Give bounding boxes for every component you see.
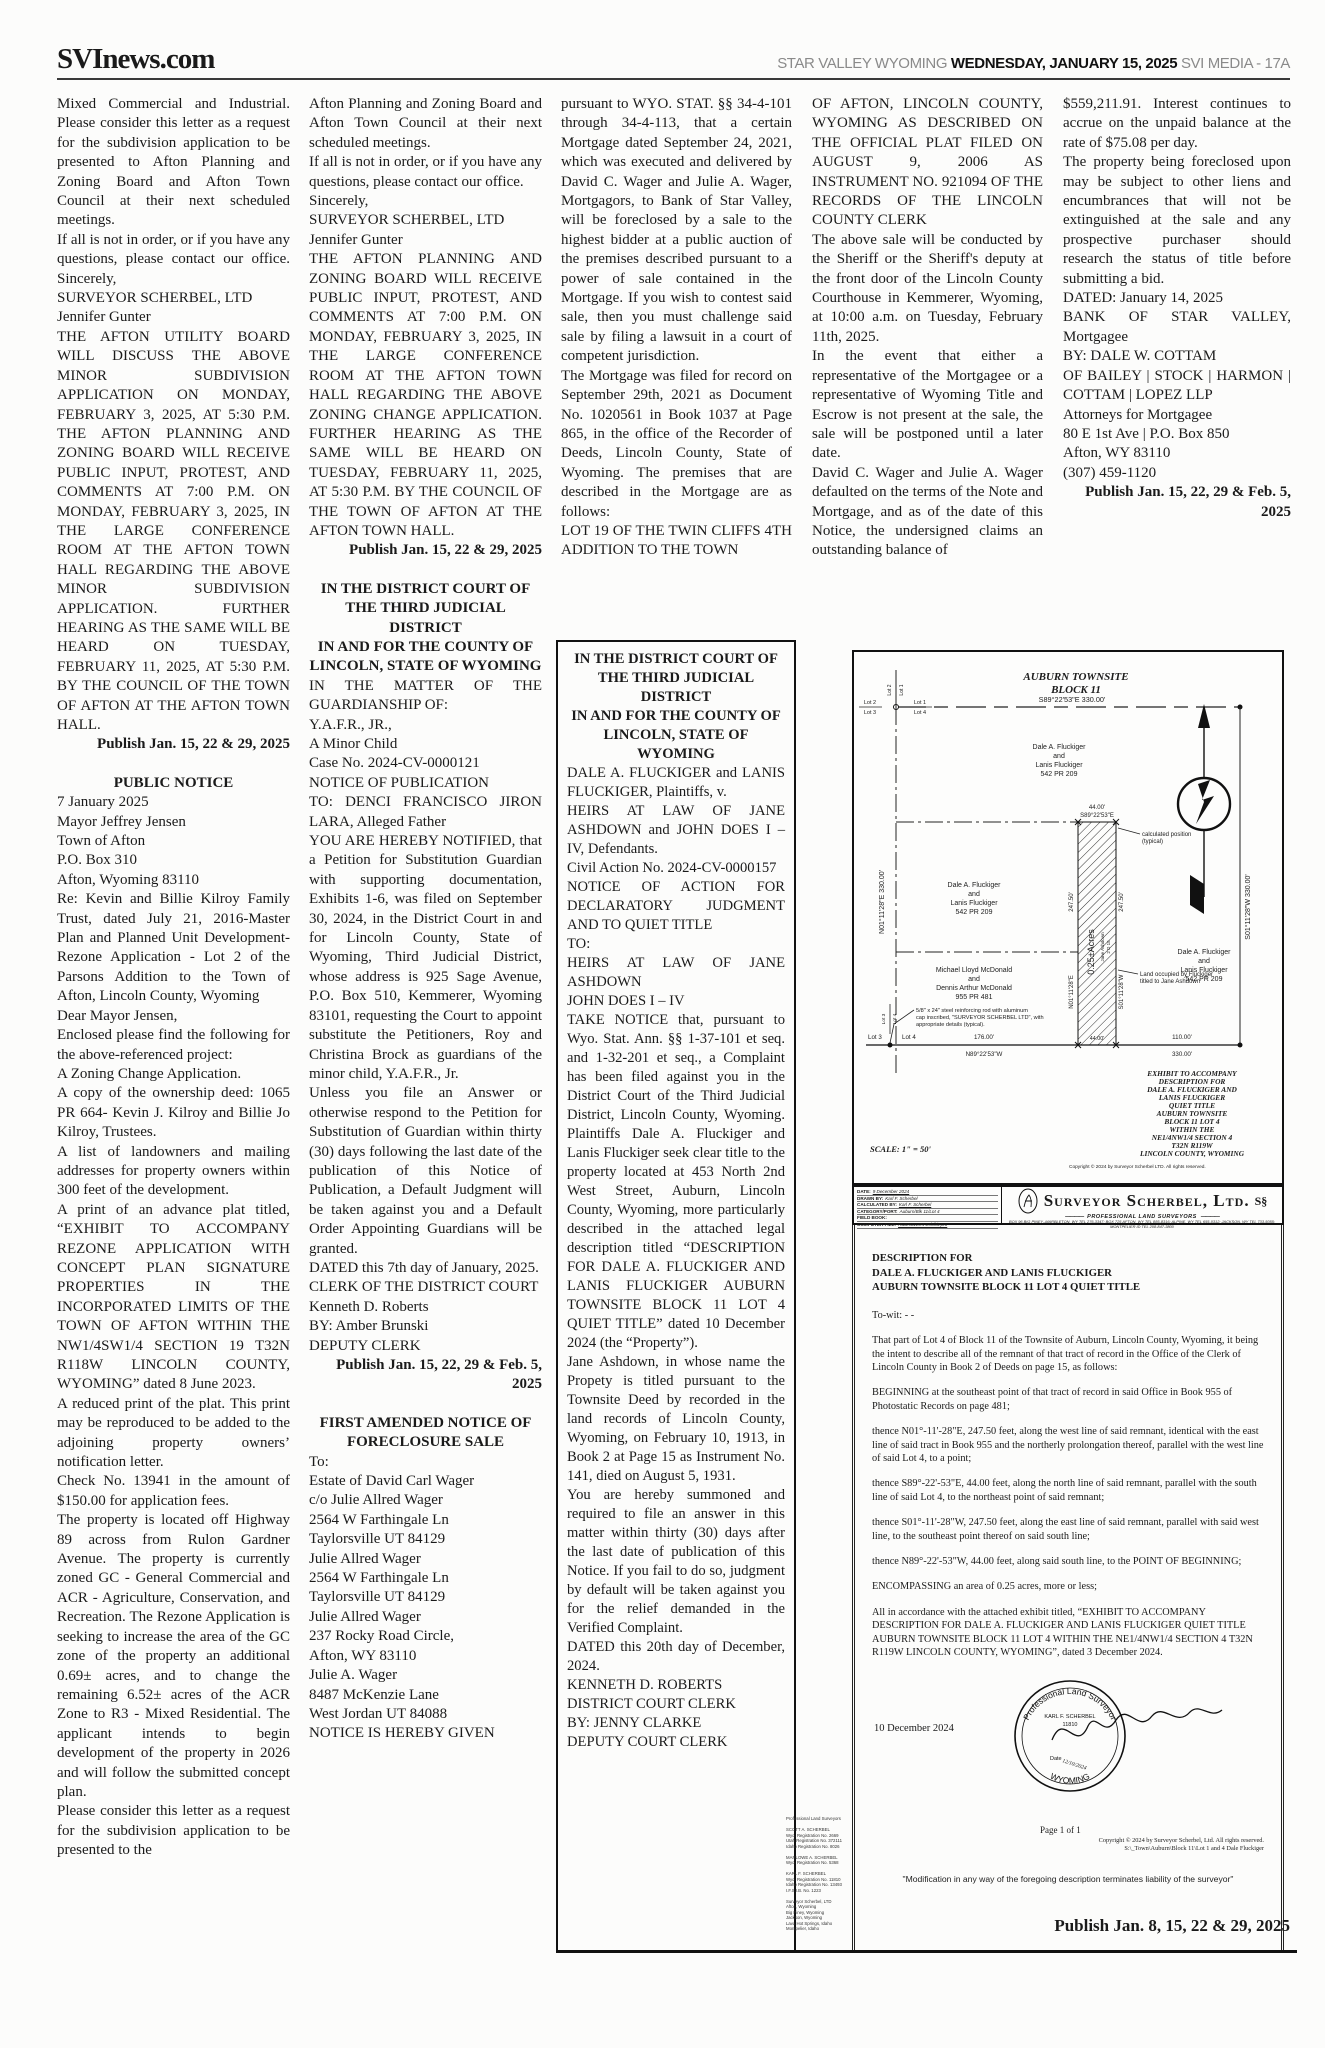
notice-paragraph: 8487 McKenzie Lane (309, 1686, 439, 1703)
column-1 (57, 95, 290, 1990)
svg-text:Lot 3: Lot 3 (882, 1013, 887, 1025)
notice-paragraph: David C. Wager and Julie A. Wager defaulted on the terms of the Note and Mortgage, and as of the date of this Notice, the undersigned claims an outstanding balance of (812, 464, 1043, 559)
svg-text:Dennis Arthur McDonald: Dennis Arthur McDonald (936, 985, 1012, 992)
notice-paragraph: BY: JENNY CLARKE (567, 1715, 702, 1731)
notice-paragraph: DALE A. FLUCKIGER and LANIS FLUCKIGER, Plaintiffs, v. (567, 765, 785, 800)
titleblock-row: DRAWN BY: Karl F. Scherbel (857, 1196, 998, 1203)
seal-number: 11810 (1062, 1721, 1078, 1728)
notice-paragraph: Jennifer Gunter (309, 231, 403, 248)
towit-line: To-wit: - - (872, 1309, 915, 1321)
notice-paragraph: Please consider this letter as a request for the subdivision application to be presented to the (57, 1803, 290, 1859)
svg-text:542 PR 209: 542 PR 209 (955, 909, 993, 916)
notice-paragraph: SURVEYOR SCHERBEL, LTD (57, 290, 253, 307)
surveyor-banner (852, 1185, 1284, 1229)
notice-paragraph: The property is located off Highway 89 across from Rulon Gardner Avenue. The property is currently zoned GC - General Commercial and ACR - Agriculture, Conservation, and Recreation. The Rezone Application is seeking to increase the area of the GC zone of the property an additional 0.69± acres, and to change the remaining 6.52± acres of the ACR Zone to R3 - Mixed Residential. The applicant intends to begin development of the property in 2026 and will follow the submitted concept plan. (57, 1512, 290, 1800)
surveyor-firm-block (1002, 1187, 1282, 1229)
titleblock-row: COMPUTER FILE: AUBN11LO4 Exhibit.pro (857, 1222, 998, 1229)
strip-ref-label: 2 D 15 (1106, 940, 1111, 954)
notice-paragraph: If all is not in order, or if you have any questions, please contact our office. (309, 154, 542, 190)
surveyor-logo-icon (1017, 1188, 1039, 1214)
svg-text:QUIET TITLE: QUIET TITLE (1168, 1101, 1216, 1110)
seal-arc-top: Professional Land Surveyor (1021, 1685, 1119, 1722)
bottom-bearing: N89°22'53"W (965, 1051, 1003, 1058)
notice-paragraph: Julie Allred Wager (309, 1550, 421, 1567)
notice-paragraph: Dear Mayor Jensen, (57, 1007, 178, 1024)
strip-owner-label: Jane Ashdown (1100, 932, 1105, 962)
titleblock-row: CATEGORY/PORT: Auburn/Blk 11/Lot 4 (857, 1209, 998, 1216)
bearing-west-label: N01°11'28"E 330.00' (879, 870, 886, 934)
svg-text:AUBURN TOWNSITE: AUBURN TOWNSITE (1156, 1109, 1228, 1118)
notice-paragraph: If all is not in order, or if you have any questions, please contact our office. Sincerely, (57, 231, 290, 287)
description-paragraph: BEGINNING at the southeast point of that tract of record in said Office in Book 955 of Photostatic Records on page 481; (872, 1387, 1233, 1412)
notice-paragraph: Mayor Jeffrey Jensen (57, 813, 186, 830)
notice-paragraph: A copy of the ownership deed: 1065 PR 664- Kevin J. Kilroy and Billie Jo Kilroy, Trustees. (57, 1085, 290, 1141)
publish-line: Publish Jan. 15, 22 & 29, 2025 (97, 736, 290, 753)
notice-paragraph: HEIRS AT LAW OF JANE ASHDOWN and JOHN DOES I – IV, Defendants. (567, 803, 785, 857)
notice-paragraph: pursuant to WYO. STAT. §§ 34-4-101 through 34-4-113, that a certain Mortgage dated September 24, 2021, which was executed and delivered by David C. Wager and Julie A. Wager, Mortgagors, to Bank of Star Valley, will be foreclosed by a sale to the highest bidder at a public auction of the premises described pursuant to a power of sale contained in the Mortgage. If you wish to contest said sale, then you must challenge said sale by filing a lawsuit in a court of competent jurisdiction. (561, 96, 792, 365)
notice-paragraph: $559,211.91. Interest continues to accrue on the unpaid balance at the rate of $75.08 per day. (1063, 96, 1291, 151)
svg-text:Dale A. Fluckiger: Dale A. Fluckiger (947, 882, 1001, 889)
strip-bearing-label: S89°22'53"E (1080, 813, 1114, 819)
publish-line: Publish Jan. 15, 22, 29 & Feb. 5, 2025 (1085, 484, 1291, 520)
calc-position-note: calculated position (1142, 832, 1192, 838)
titleblock-row: DATE: 9 December 2024 (857, 1189, 998, 1196)
credential-line: Lava Hot Springs, Idaho (786, 1920, 833, 1926)
notice-paragraph: BY: DALE W. COTTAM (1063, 348, 1217, 365)
plat-copyright: Copyright © 2024 by Surveyor Scherbel LTD. All rights reserved. (1069, 1165, 1206, 1170)
credential-line: Montpelier, Idaho (786, 1926, 819, 1931)
svg-text:BLOCK 11 LOT 4: BLOCK 11 LOT 4 (1164, 1117, 1220, 1126)
notice-paragraph: Jane Ashdown, in whose name the Propety is titled pursuant to the Townsite Deed by recorded in the land records of Lincoln County, Wyoming, on February 10, 1913, in Book 2 at Page 15 as Instrument No. 141, died on August 5, 1931. (567, 1354, 785, 1484)
bearing-top-label: S89°22'53"E 330.00' (1038, 695, 1106, 704)
notice-paragraph: DEPUTY CLERK (309, 1337, 421, 1354)
svg-text:Lanis Fluckiger: Lanis Fluckiger (950, 900, 998, 907)
svg-text:T32N R119W: T32N R119W (1171, 1141, 1213, 1150)
notice-paragraph: Case No. 2024-CV-0000121 (309, 755, 480, 772)
notice-paragraph: KENNETH D. ROBERTS (567, 1677, 723, 1693)
firm-mark: S§ (1254, 1194, 1268, 1208)
column-4 (812, 95, 1043, 640)
svg-text:Lanis Fluckiger: Lanis Fluckiger (1035, 762, 1083, 769)
credential-line: SCOTT A. SCHERBEL (786, 1827, 830, 1832)
credential-line: Wyo. Registration No. 5368 (786, 1860, 839, 1865)
side-bearing-east: S01°11'28"W (1119, 974, 1125, 1010)
side-length-east: 247.50' (1119, 892, 1125, 912)
notice-paragraph: Mixed Commercial and Industrial. Please consider this letter as a request for the subdivision application to be presented to Afton Planning and Zoning Board and Afton Town Council at their next scheduled meetings. (57, 96, 290, 229)
notice-paragraph: YOU ARE HEREBY NOTIFIED, that a Petition for Substitution Guardian with supporting documentation, Exhibits 1-6, was filed on September 30, 2024, in the District Court in and for Lincoln County, State of Wyoming, Third Judicial District, whose address is 925 Sage Avenue, P.O. Box 510, Kemmerer, Wyoming 83101, requesting the Court to appoint substitute the Petitioners, Roy and Christina Brock as guardians of the minor child, Y.A.F.R., Jr. (309, 833, 542, 1082)
masthead-date: WEDNESDAY, JANUARY 15, 2025 (950, 55, 1178, 72)
svg-text:542 PR 209: 542 PR 209 (1185, 976, 1223, 983)
notice-paragraph: Y.A.F.R., JR., (309, 716, 392, 733)
credential-line: Idaho Registration No. 13493 (786, 1882, 842, 1887)
notice-paragraph: JOHN DOES I – IV (567, 993, 685, 1009)
masthead-edition: SVI MEDIA - 17A (1180, 55, 1290, 72)
signed-date: 10 December 2024 (874, 1722, 954, 1734)
description-paragraph: That part of Lot 4 of Block 11 of the Townsite of Auburn, Lincoln County, Wyoming, it being the intent to describe all of the remnant of that tract of record in the Office of the Clerk of Lincoln County in Book 2 of Deeds on page 15, as follows: (872, 1335, 1259, 1373)
svg-text:542 PR 209: 542 PR 209 (1040, 771, 1078, 778)
plat-title: AUBURN TOWNSITE (1023, 671, 1129, 683)
bottom-rule (556, 1950, 1297, 1953)
column-gap (309, 1395, 542, 1414)
bottom-length-2: 44.00' (1089, 1036, 1105, 1042)
description-paragraph: thence S89°-22'-53"E, 44.00 feet, along the north line of said remnant, parallel with the south line of said Lot 4, to the northeast point of said remnant; (872, 1478, 1257, 1503)
publish-line-exhibit: Publish Jan. 8, 15, 22 & 29, 2025 (1054, 1916, 1290, 1935)
svg-text:appropriate details (typical).: appropriate details (typical). (916, 1022, 985, 1028)
notice-paragraph: Taylorsville UT 84129 (309, 1531, 446, 1548)
credential-line: Wyo. Registration No. 2669 (786, 1832, 839, 1838)
notice-paragraph: Julie Allred Wager (309, 1608, 421, 1625)
svg-text:Lot 4: Lot 4 (893, 1013, 898, 1025)
notice-paragraph: NOTICE OF ACTION FOR DECLARATORY JUDGMENT AND TO QUIET TITLE (567, 879, 785, 933)
seal-date-value: 12/10/2024 (1061, 1757, 1088, 1772)
bottom-lot3: Lot 3 (868, 1034, 882, 1041)
notice-heading: IN THE DISTRICT COURT OF THE THIRD JUDICIAL DISTRICT (574, 651, 778, 705)
notice-paragraph: Check No. 13941 in the amount of $150.00 for application fees. (57, 1473, 290, 1509)
firm-address: BOX 96 BIG PINEY–MARBLETON, WY TEL 276-3347; BOX 725 AFTON, WY TEL 885-8316; ALPINE, WY TEL 655-0312; JACKSON, WY TEL 733-5055; MONTPELIER ID TEL 208-847-3800 (1008, 1219, 1276, 1229)
column-2 (309, 95, 542, 1990)
notice-paragraph: 237 Rocky Road Circle, (309, 1628, 454, 1645)
surveyor-credentials (786, 1816, 848, 1932)
notice-paragraph: TAKE NOTICE that, pursuant to Wyo. Stat. Ann. §§ 1-37-101 et seq. and 1-32-201 et seq., a Complaint has been filed against you in the District Court of the Third Judicial District, Lincoln County, Wyoming. Plaintiffs Dale A. Fluckiger and Lanis Fluckiger seek clear title to the property located at 453 North 2nd West Street, Auburn, Lincoln County, Wyoming, more particularly described in the attached legal description titled “DESCRIPTION FOR DALE A. FLUCKIGER AND LANIS FLUCKIGER AUBURN TOWNSITE BLOCK 11 LOT 4 QUIET TITLE” dated 10 December 2024 (the “Property”). (567, 1012, 785, 1351)
masthead (57, 38, 1290, 76)
notice-paragraph: DISTRICT COURT CLERK (567, 1696, 736, 1712)
notice-paragraph: HEIRS AT LAW OF JANE ASHDOWN (567, 955, 785, 990)
notice-paragraph: Civil Action No. 2024-CV-0000157 (567, 860, 777, 876)
notice-paragraph: LOT 19 OF THE TWIN CLIFFS 4TH ADDITION TO THE TOWN (561, 522, 792, 559)
seal-date-label: Date (1050, 1755, 1062, 1762)
modification-disclaimer: "Modification in any way of the foregoing description terminates liability of the surveyor" (902, 1873, 1234, 1884)
notice-paragraph: A Minor Child (309, 736, 398, 752)
notice-heading: FIRST AMENDED NOTICE OF FORECLOSURE SALE (319, 1414, 532, 1451)
svg-text:titled to Jane Ashdown: titled to Jane Ashdown (1140, 979, 1201, 985)
notice-paragraph: 7 January 2025 (57, 794, 149, 811)
notice-paragraph: The property being foreclosed upon may be subject to other liens and encumbrances that will not be extinguished at the sale and any prospective purchaser should research the status of title before submitting a bid. (1063, 154, 1291, 287)
credential-line: MARLOWE A. SCHERBEL (786, 1854, 838, 1860)
notice-paragraph: The above sale will be conducted by the Sheriff or the Sheriff's deputy at the front door of the Lincoln County Courthouse in Kemmerer, Wyoming, at 10:00 a.m. on Tuesday, February 11th, 2025. (812, 231, 1043, 345)
strip-length-label: 44.00' (1088, 805, 1106, 811)
notice-paragraph: NOTICE OF PUBLICATION (309, 774, 489, 791)
description-paragraph: All in accordance with the attached exhibit titled, “EXHIBIT TO ACCOMPANY DESCRIPTION FOR DALE A. FLUCKIGER AND LANIS FLUCKIGER QUIET TITLE AUBURN TOWNSITE BLOCK 11 LOT 4 WITHIN THE NE1/4NW1/4 SECTION 4 T32N R119W LINCOLN COUNTY, WYOMING”, dated 3 December 2024. (872, 1606, 1253, 1659)
file-path: S:\_Town\Auburn\Block 11\Lot 1 and 4 Dale Fluckiger (1124, 1844, 1264, 1852)
credential-line: Professional Land Surveyors (786, 1816, 841, 1821)
notice-paragraph: TO: (567, 936, 591, 952)
svg-text:and: and (968, 976, 980, 983)
notice-paragraph: THE AFTON UTILITY BOARD WILL DISCUSS THE ABOVE MINOR SUBDIVISION APPLICATION ON MONDAY, FEBRUARY 3, 2025, AT 5:30 P.M. THE AFTON PLANNING AND ZONING BOARD WILL RECEIVE PUBLIC INPUT, PROTEST, AND COMMENTS AT 7:00 P.M. ON MONDAY, FEBRUARY 3, 2025, IN THE LARGE CONFERENCE ROOM AT THE AFTON TOWN HALL REGARDING THE ABOVE MINOR SUBDIVISION APPLICATION. FURTHER HEARING AS THE SAME WILL BE HEARD ON TUESDAY, FEBRUARY 11, 2025, AT 5:30 P.M. BY THE COUNCIL OF THE TOWN OF AFTON AT THE AFTON TOWN HALL. (57, 328, 290, 733)
notice-paragraph: DATED this 20th day of December, 2024. (567, 1639, 785, 1674)
titleblock-row: FIELD BOOK: (857, 1215, 998, 1222)
plat-exhibit-frame (852, 650, 1284, 1185)
svg-text:NE1/4NW1/4 SECTION 4: NE1/4NW1/4 SECTION 4 (1151, 1133, 1233, 1142)
occupied-note: Land occupied by Fluckiger (1140, 972, 1214, 978)
notice-paragraph: 2564 W Farthingale Ln (309, 1570, 449, 1587)
svg-text:and: and (1053, 753, 1065, 760)
masthead-right (777, 55, 1290, 72)
notice-paragraph: DATED this 7th day of January, 2025. (309, 1259, 539, 1276)
plat-drawing (854, 652, 1282, 1183)
side-bearing-west: N01°11'28"E (1069, 975, 1075, 1009)
titleblock-row: CALCULATED BY: Karl F. Scherbel (857, 1202, 998, 1209)
description-paragraph: ENCOMPASSING an area of 0.25 acres, more or less; (872, 1581, 1097, 1593)
plat-title-2: BLOCK 11 (1051, 684, 1101, 696)
svg-text:Lanis Fluckiger: Lanis Fluckiger (1180, 967, 1228, 974)
description-paragraphs (872, 1334, 1264, 1659)
credential-line: Idaho Registration No. 8026 (786, 1843, 840, 1849)
column-5 (1063, 95, 1291, 640)
notice-paragraph: Kenneth D. Roberts (309, 1298, 429, 1315)
notice-paragraph: Estate of David Carl Wager (309, 1473, 475, 1490)
notice-paragraph: Taylorsville UT 84129 (309, 1589, 446, 1606)
notice-paragraph: 2564 W Farthingale Ln (309, 1511, 449, 1528)
footer-copyright: Copyright © 2024 by Surveyor Scherbel, Ltd. All rights reserved. S:\_Town\Auburn\Block 11\Lot 1 and 4 Dale Fluckiger (872, 1837, 1264, 1853)
notice-heading: IN AND FOR THE COUNTY OF LINCOLN, STATE OF WYOMING (571, 708, 781, 762)
notice-paragraph: c/o Julie Allred Wager (309, 1492, 443, 1509)
masthead-location: STAR VALLEY WYOMING (777, 55, 948, 72)
svg-text:and: and (1198, 958, 1210, 965)
publish-line: Publish Jan. 15, 22, 29 & Feb. 5, 2025 (336, 1357, 542, 1393)
description-paragraph: thence N89°-22'-53"W, 44.00 feet, along said south line, to the POINT OF BEGINNING; (872, 1556, 1242, 1568)
notice-paragraph: TO: DENCI FRANCISCO JIRON LARA, Alleged Father (309, 794, 542, 830)
svg-text:EXHIBIT TO ACCOMPANY: EXHIBIT TO ACCOMPANY (1147, 1069, 1237, 1078)
description-heading: DESCRIPTION FOR (872, 1252, 973, 1264)
notice-paragraph: SURVEYOR SCHERBEL, LTD (309, 212, 505, 229)
notice-paragraph: Sincerely, (309, 193, 369, 210)
notice-paragraph: Town of Afton (57, 833, 146, 850)
firm-name: Surveyor Scherbel, Ltd. (1043, 1191, 1250, 1210)
rod-note: 5/8" x 24" steel reinforcing rod with aluminum (916, 1008, 1028, 1014)
notice-paragraph: Afton, Wyoming 83110 (57, 871, 200, 888)
lot2-label: Lot 2 (863, 700, 877, 706)
notice-paragraph: CLERK OF THE DISTRICT COURT (309, 1279, 539, 1296)
bottom-lot4: Lot 4 (902, 1034, 916, 1041)
notice-paragraph: BY: Amber Brunski (309, 1318, 429, 1335)
strip-area-label: 0.25±Acres (1086, 929, 1096, 975)
notice-paragraph: Re: Kevin and Billie Kilroy Family Trust, dated July 21, 2016-Master Plan and Planned Unit Development-Rezone Application - Lot 2 of the Parsons Addition to the Town of Afton, Lincoln County, Wyoming (57, 891, 290, 1005)
notice-paragraph: 80 E 1st Ave | P.O. Box 850 (1063, 425, 1230, 442)
notice-paragraph: A Zoning Change Application. (57, 1065, 242, 1082)
lot1-label: Lot 1 (913, 700, 927, 706)
notice-paragraph: To: (309, 1453, 329, 1470)
exhibit-title (1139, 1069, 1245, 1158)
bearing-east-label: S01°11'28"W 330.00' (1245, 874, 1252, 940)
publish-line: Publish Jan. 15, 22 & 29, 2025 (349, 542, 542, 559)
credential-line: Surveyor Scherbel, LTD (786, 1898, 832, 1904)
notice-heading: PUBLIC NOTICE (113, 774, 234, 791)
credential-line: Wyo. Registration No. 11810 (786, 1876, 841, 1882)
notice-paragraph: You are hereby summoned and required to file an answer in this matter within thirty (30) days after the last date of publication of this Notice. If you fail to do so, judgment by default will be taken against you for the relief demanded in the Verified Complaint. (567, 1487, 785, 1636)
masthead-rule (57, 78, 1290, 80)
svg-text:cap inscribed, "SURVEYOR SCHER: cap inscribed, "SURVEYOR SCHERBEL LTD", with (916, 1015, 1044, 1021)
svg-text:and: and (968, 891, 980, 898)
notice-paragraph: A print of an advance plat titled, “EXHIBIT TO ACCOMPANY REZONE APPLICATION WITH CONCEPT PLAN SIGNATURE PROPERTIES IN THE INCORPORATED LIMITS OF THE TOWN OF AFTON WITHIN THE NW1/4SW1/4 SECTION 19 T32N R118W LINCOLN COUNTY, WYOMING” dated 8 June 2023. (57, 1201, 290, 1393)
bottom-length-3: 110.00' (1172, 1034, 1192, 1041)
notice-paragraph: P.O. Box 310 (57, 852, 138, 869)
firm-tagline: ———— PROFESSIONAL LAND SURVEYORS ———— (1002, 1214, 1282, 1220)
notice-paragraph: OF AFTON, LINCOLN COUNTY, WYOMING AS DESCRIBED ON THE OFFICIAL PLAT FILED ON AUGUST 9, 2006 AS INSTRUMENT NO. 921094 OF THE RECORDS OF THE LINCOLN COUNTY CLERK (812, 96, 1043, 229)
side-length-west: 247.50' (1069, 892, 1075, 912)
notice-heading: IN THE DISTRICT COURT OF THE THIRD JUDICIAL DISTRICT (320, 580, 531, 636)
credential-line: KARL F. SCHERBEL (786, 1871, 826, 1876)
notice-paragraph: Jennifer Gunter (57, 309, 151, 326)
seal-name: KARL F. SCHERBEL (1044, 1713, 1096, 1720)
svg-text:(typical): (typical) (1142, 839, 1164, 845)
credential-line: Utah Registration No. 372111 (786, 1838, 842, 1843)
notice-paragraph: OF BAILEY | STOCK | HARMON | COTTAM | LOPEZ LLP (1063, 367, 1291, 404)
notice-paragraph: Unless you file an Answer or otherwise respond to the Petition for Substitution of Guardian within thirty (30) days following the last date of the publication of this Notice of Publication, a Default Judgment will be taken against you and a Default Order Appointing Guardians will be granted. (309, 1085, 542, 1257)
titleblock-table (854, 1187, 1002, 1227)
scale-label: SCALE: 1" = 50' (870, 1144, 931, 1154)
bottom-total: 330.00' (1171, 1051, 1193, 1058)
svg-text:LINCOLN COUNTY, WYOMING: LINCOLN COUNTY, WYOMING (1139, 1149, 1245, 1158)
signature-row (872, 1670, 1264, 1798)
quiet-title-notice-box (556, 640, 796, 1950)
notice-paragraph: In the event that either a representative of the Mortgagee or a representative of Wyoming Title and Escrow is not present at the sale, the sale will be postponed until a later date. (812, 348, 1043, 462)
svg-text:LANIS FLUCKIGER: LANIS FLUCKIGER (1158, 1093, 1226, 1102)
notice-paragraph: NOTICE IS HEREBY GIVEN (309, 1725, 495, 1742)
notice-paragraph: Afton, WY 83110 (309, 1647, 417, 1664)
legal-description-section: DESCRIPTION FOR DALE A. FLUCKIGER AND LANIS FLUCKIGER AUBURN TOWNSITE BLOCK 11 LOT 4 QUIET TITLE To-wit: - - That part of Lot 4 of Block 11 of the Townsite of Auburn, Lincoln County, Wyoming, it being the intent to describe all of the remnant of that tract of record in the Office of the Clerk of Lincoln County in Book 2 of Deeds on page 15, as follows: BEGINNING at the southeast point of that tract of record in said Office in Book 955 of Photostatic Records on page 481; thence N01°-11'-28"E, 247.50 feet, along the west line of said remnant, identical with the east line of said tract in Book 955 and the northerly prolongation thereof, parallel with the west line of said Lot 4, to a point; thence S89°-22'-53"E, 44.00 feet, along the north line of said remnant, parallel with the south line of said Lot 4, to the northeast point of said remnant; thence S01°-11'-28"W, 247.50 feet, along the east line of said remnant, parallel with said west line, to the southeast point thereof on said south line; thence N89°-22'-53"W, 44.00 feet, along said south line, to the POINT OF BEGINNING; ENCOMPASSING an area of 0.25 acres, more or less; All in accordance with the attached exhibit titled, “EXHIBIT TO ACCOMPANY DESCRIPTION FOR DALE A. FLUCKIGER AND LANIS FLUCKIGER QUIET TITLE AUBURN TOWNSITE BLOCK 11 LOT 4 WITHIN THE NE1/4NW1/4 SECTION 4 T32N R119W LINCOLN COUNTY, WYOMING”, dated 3 December 2024. 10 December 2024 Professional Land Surveyor WYOMING KARL F. SCHERBEL 11810 Date 12/10/2024 Page 1 of 1 Copyright © 2024 by Surveyor Scherbel, Ltd. All rights reserved. S:\_Town\Auburn\Block 11\Lot 1 and 4 Dale Fluckiger "Modification in any way of the foregoing description terminates liability of the surveyor" (852, 1225, 1284, 1950)
credential-line: I.F.S.I.B. No. 1223 (786, 1887, 821, 1893)
column-gap (309, 561, 542, 580)
svg-text:Dale A. Fluckiger: Dale A. Fluckiger (1177, 949, 1231, 956)
notice-paragraph: DEPUTY COURT CLERK (567, 1734, 728, 1750)
svg-text:DESCRIPTION FOR: DESCRIPTION FOR (1158, 1077, 1226, 1086)
owner-label: Dale A. Fluckiger (1032, 744, 1086, 751)
svg-text:DALE A. FLUCKIGER AND: DALE A. FLUCKIGER AND (1147, 1085, 1237, 1094)
credential-line: Afton, Wyoming (786, 1904, 817, 1909)
notice-paragraph: A list of landowners and mailing addresses for property owners within 300 feet of the development. (57, 1143, 290, 1199)
notice-heading: IN AND FOR THE COUNTY OF LINCOLN, STATE OF WYOMING (309, 638, 542, 675)
seal-state: WYOMING (1048, 1770, 1092, 1786)
site-title: SVInews.com (57, 43, 215, 75)
notice-paragraph: (307) 459-1120 (1063, 464, 1157, 481)
page-number: Page 1 of 1 (1040, 1824, 1081, 1835)
description-paragraph: thence N01°-11'-28"E, 247.50 feet, along the west line of said remnant, identical with the east line of said tract in Book 955 and the northerly prolongation thereof, parallel with the west line of said Lot 4, to a point; (872, 1426, 1264, 1465)
svg-text:WITHIN THE: WITHIN THE (1169, 1125, 1215, 1134)
notice-paragraph: Attorneys for Mortgagee (1063, 406, 1213, 423)
notice-paragraph: THE AFTON PLANNING AND ZONING BOARD WILL RECEIVE PUBLIC INPUT, PROTEST, AND COMMENTS AT 7:00 P.M. ON MONDAY, FEBRUARY 3, 2025, IN THE LARGE CONFERENCE ROOM AT THE AFTON TOWN HALL REGARDING THE ABOVE ZONING CHANGE APPLICATION. FURTHER HEARING AS THE SAME WILL BE HEARD ON TUESDAY, FEBRUARY 11, 2025, AT 5:30 P.M. BY THE COUNCIL OF THE TOWN OF AFTON AT THE AFTON TOWN HALL. (309, 251, 542, 539)
notice-paragraph: Afton Planning and Zoning Board and Afton Town Council at their next scheduled meetings. (309, 96, 542, 151)
lot4-label: Lot 4 (913, 710, 927, 716)
column-3-top (561, 95, 792, 625)
svg-text:955 PR 481: 955 PR 481 (955, 994, 993, 1001)
notice-paragraph: West Jordan UT 84088 (309, 1705, 448, 1722)
notice-paragraph: A reduced print of the plat. This print may be reproduced to be added to the adjoining property owners’ notification letter. (57, 1395, 290, 1471)
notice-paragraph: Enclosed please find the following for the above-referenced project: (57, 1027, 290, 1063)
description-paragraph: thence S01°-11'-28"W, 247.50 feet, along the east line of said remnant, parallel with said west line, to the southeast point thereof on said south line; (872, 1517, 1259, 1542)
notice-paragraph: Afton, WY 83110 (1063, 445, 1171, 462)
credential-line: Big Piney, Wyoming (786, 1909, 825, 1915)
bottom-length-1: 176.00' (973, 1034, 995, 1041)
svg-text:WYOMING (1049, 1770, 1091, 1785)
notice-paragraph: Julie A. Wager (309, 1667, 398, 1684)
lot2-rot-label: Lot 2 (887, 684, 893, 696)
notice-paragraph: The Mortgage was filed for record on September 29th, 2021 as Document No. 1020561 in Book 1037 at Page 865, in the office of the Recorder of Deeds, Lincoln County, State of Wyoming. The premises that are described in the Mortgage are as follows: (561, 367, 792, 520)
lot1-rot-label: Lot 1 (899, 684, 905, 696)
credential-line: Jackson, Wyoming (786, 1915, 823, 1920)
surveyor-seal (992, 1670, 1242, 1798)
notice-paragraph: DATED: January 14, 2025 (1063, 290, 1223, 307)
mcdonald-label: Michael Lloyd McDonald (935, 967, 1013, 974)
column-gap (57, 755, 290, 774)
notice-paragraph: IN THE MATTER OF THE GUARDIANSHIP OF: (309, 677, 542, 714)
lot3-label: Lot 3 (863, 710, 877, 716)
notice-paragraph: BANK OF STAR VALLEY, Mortgagee (1063, 309, 1291, 345)
